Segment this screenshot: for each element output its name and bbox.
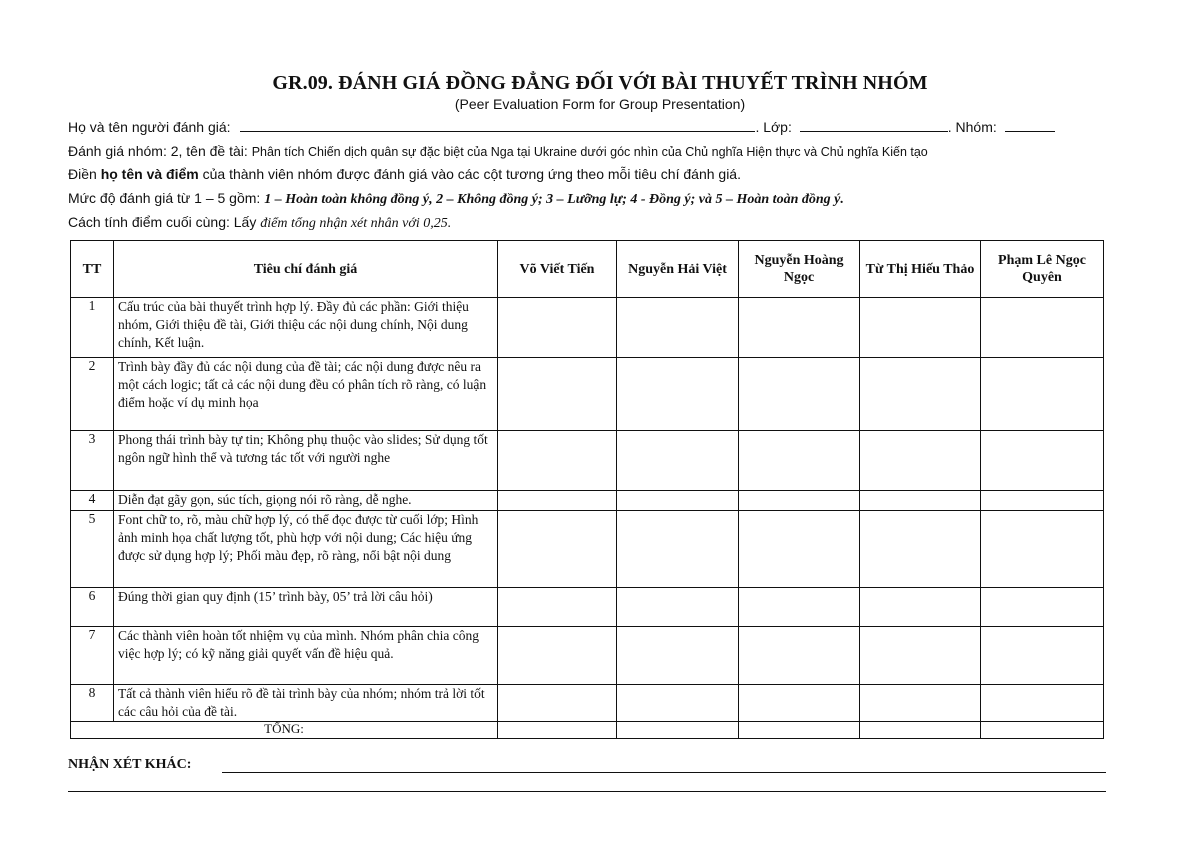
criterion-text: Diễn đạt gãy gọn, súc tích, giọng nói rõ ràng, dễ nghe. — [114, 491, 498, 511]
row-number: 6 — [71, 588, 114, 627]
criterion-text: Đúng thời gian quy định (15’ trình bày, 05’ trả lời câu hỏi) — [114, 588, 498, 627]
score-cell[interactable] — [498, 431, 617, 491]
scale-pre: Mức độ đánh giá từ 1 – 5 gồm: — [68, 190, 261, 206]
col-criteria-header: Tiêu chí đánh giá — [114, 241, 498, 298]
score-cell[interactable] — [617, 431, 739, 491]
form-title: GR.09. ĐÁNH GIÁ ĐỒNG ĐẲNG ĐỐI VỚI BÀI THUYẾT TRÌNH NHÓM — [272, 72, 928, 94]
score-cell[interactable] — [860, 511, 981, 588]
score-cell[interactable] — [617, 511, 739, 588]
score-cell[interactable] — [860, 627, 981, 685]
comment-line-2[interactable] — [68, 791, 1106, 792]
class-label: . Lớp: — [755, 119, 792, 135]
member-header: Nguyễn Hải Việt — [617, 241, 739, 298]
row-number: 4 — [71, 491, 114, 511]
score-cell[interactable] — [617, 358, 739, 431]
member-header: Võ Viết Tiến — [498, 241, 617, 298]
score-cell[interactable] — [739, 431, 860, 491]
criterion-text: Font chữ to, rõ, màu chữ hợp lý, có thể đọc được từ cuối lớp; Hình ảnh minh họa chất lượng tốt, phù hợp với nội dung; Các hiệu ứng được sử dụng hợp lý; Phối màu đẹp, rõ ràng, nổi bật nội dung — [114, 511, 498, 588]
total-cell[interactable] — [981, 722, 1104, 739]
group-topic-line — [68, 143, 928, 159]
topic-text: Phân tích Chiến dịch quân sự đặc biệt của Nga tại Ukraine dưới góc nhìn của Chủ nghĩa Hiện thực và Chủ nghĩa Kiến tạo — [251, 145, 928, 159]
score-cell[interactable] — [739, 491, 860, 511]
table-row — [71, 511, 1104, 588]
instruction-post: của thành viên nhóm được đánh giá vào các cột tương ứng theo mỗi tiêu chí đánh giá. — [202, 166, 741, 182]
evaluator-label: Họ và tên người đánh giá: — [68, 119, 231, 135]
criterion-text: Trình bày đầy đủ các nội dung của đề tài; các nội dung được nêu ra một cách logic; tất cả các nội dung đều có phân tích rõ ràng, có luận điểm hoặc ví dụ minh họa — [114, 358, 498, 431]
row-number: 7 — [71, 627, 114, 685]
class-field[interactable] — [800, 119, 948, 132]
row-number: 3 — [71, 431, 114, 491]
criterion-text: Phong thái trình bày tự tin; Không phụ thuộc vào slides; Sử dụng tốt ngôn ngữ hình thể và tương tác tốt với người nghe — [114, 431, 498, 491]
criterion-text: Cấu trúc của bài thuyết trình hợp lý. Đầy đủ các phần: Giới thiệu nhóm, Giới thiệu đề tài, Giới thiệu các nội dung chính, Nội dung chính, Kết luận. — [114, 298, 498, 358]
table-row — [71, 588, 1104, 627]
score-cell[interactable] — [981, 511, 1104, 588]
score-cell[interactable] — [498, 627, 617, 685]
score-cell[interactable] — [860, 358, 981, 431]
other-comments-label: NHẬN XÉT KHÁC: — [68, 757, 192, 772]
score-cell[interactable] — [860, 491, 981, 511]
criterion-text: Tất cả thành viên hiểu rõ đề tài trình bày của nhóm; nhóm trả lời tốt các câu hỏi của đề tài. — [114, 685, 498, 722]
member-header: Nguyễn Hoàng Ngọc — [739, 241, 860, 298]
instruction-pre: Điền — [68, 166, 97, 182]
score-cell[interactable] — [981, 431, 1104, 491]
score-cell[interactable] — [617, 298, 739, 358]
table-row — [71, 358, 1104, 431]
scale-line — [68, 190, 844, 208]
evaluator-line — [68, 119, 1055, 135]
score-cell[interactable] — [981, 588, 1104, 627]
group-prefix: Đánh giá nhóm: 2, tên đề tài: — [68, 143, 248, 159]
total-cell[interactable] — [739, 722, 860, 739]
final-pre: Cách tính điểm cuối cùng: Lấy — [68, 214, 257, 230]
score-cell[interactable] — [860, 298, 981, 358]
score-cell[interactable] — [981, 685, 1104, 722]
score-cell[interactable] — [739, 588, 860, 627]
table-row — [71, 491, 1104, 511]
table-row — [71, 298, 1104, 358]
score-cell[interactable] — [617, 491, 739, 511]
score-cell[interactable] — [739, 511, 860, 588]
score-cell[interactable] — [498, 511, 617, 588]
table-row — [71, 431, 1104, 491]
score-cell[interactable] — [498, 298, 617, 358]
row-number: 8 — [71, 685, 114, 722]
comment-line-1[interactable] — [222, 772, 1106, 773]
table-row — [71, 685, 1104, 722]
score-cell[interactable] — [981, 298, 1104, 358]
score-cell[interactable] — [498, 491, 617, 511]
total-cell[interactable] — [498, 722, 617, 739]
row-number: 2 — [71, 358, 114, 431]
score-cell[interactable] — [739, 627, 860, 685]
scale-detail: 1 – Hoàn toàn không đồng ý, 2 – Không đồng ý; 3 – Lưỡng lự; 4 - Đồng ý; và 5 – Hoàn toàn đồng ý. — [264, 192, 844, 207]
criterion-text: Các thành viên hoàn tốt nhiệm vụ của mình. Nhóm phân chia công việc hợp lý; có kỹ năng giải quyết vấn đề hiệu quả. — [114, 627, 498, 685]
table-row — [71, 627, 1104, 685]
instruction-bold: họ tên và điểm — [100, 166, 199, 182]
score-cell[interactable] — [981, 627, 1104, 685]
score-cell[interactable] — [739, 298, 860, 358]
final-score-line — [68, 214, 451, 232]
evaluation-table — [70, 240, 1104, 739]
member-header: Từ Thị Hiếu Thảo — [860, 241, 981, 298]
score-cell[interactable] — [860, 685, 981, 722]
score-cell[interactable] — [617, 588, 739, 627]
score-cell[interactable] — [739, 685, 860, 722]
score-cell[interactable] — [860, 588, 981, 627]
instruction-line — [68, 166, 741, 182]
col-tt-header: TT — [71, 241, 114, 298]
score-cell[interactable] — [617, 627, 739, 685]
score-cell[interactable] — [498, 588, 617, 627]
score-cell[interactable] — [617, 685, 739, 722]
header-row — [71, 241, 1104, 298]
score-cell[interactable] — [981, 491, 1104, 511]
evaluator-name-field[interactable] — [240, 119, 755, 132]
score-cell[interactable] — [498, 358, 617, 431]
group-label: . Nhóm: — [947, 119, 997, 135]
form-subtitle: (Peer Evaluation Form for Group Presentation) — [454, 96, 746, 112]
total-cell[interactable] — [860, 722, 981, 739]
member-header: Phạm Lê Ngọc Quyên — [981, 241, 1104, 298]
total-label: TỔNG: — [71, 722, 498, 739]
final-detail: điểm tổng nhận xét nhân với 0,25. — [260, 216, 452, 231]
group-field[interactable] — [1005, 119, 1055, 132]
score-cell[interactable] — [981, 358, 1104, 431]
score-cell[interactable] — [860, 431, 981, 491]
score-cell[interactable] — [498, 685, 617, 722]
total-row — [71, 722, 1104, 739]
total-cell[interactable] — [617, 722, 739, 739]
row-number: 1 — [71, 298, 114, 358]
row-number: 5 — [71, 511, 114, 588]
score-cell[interactable] — [739, 358, 860, 431]
